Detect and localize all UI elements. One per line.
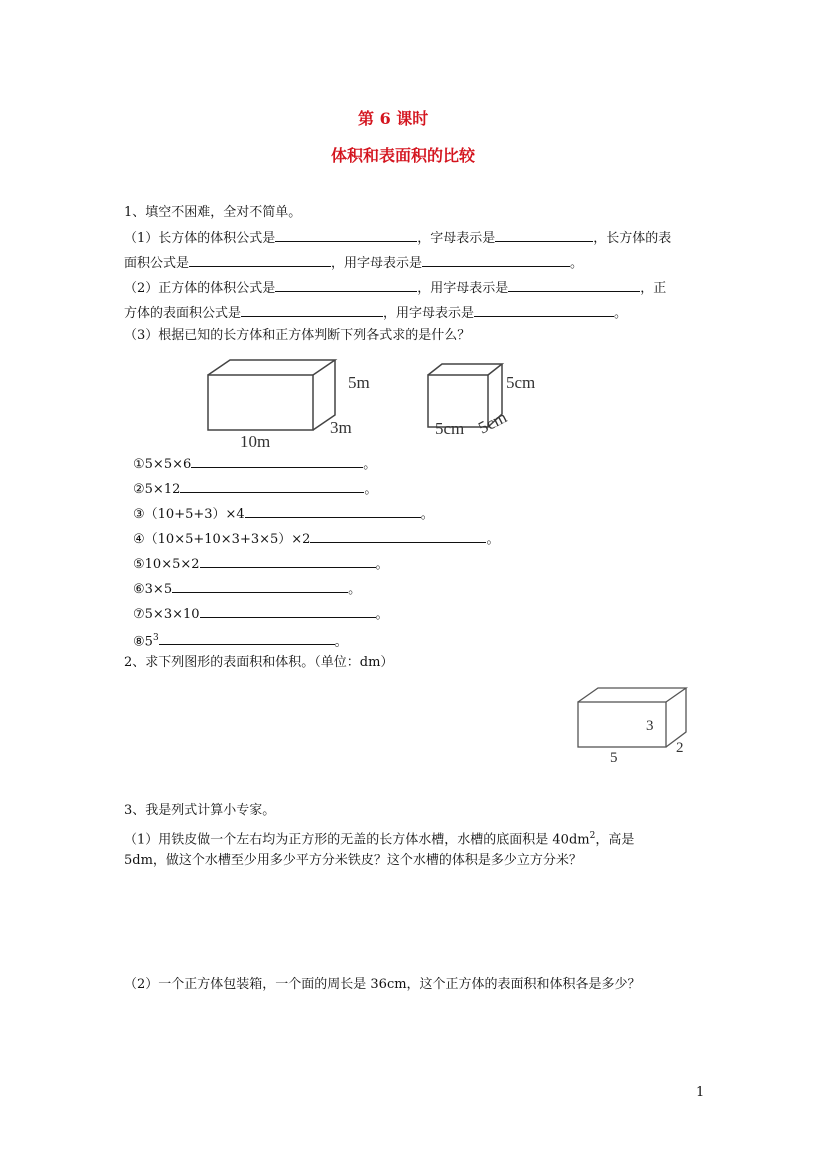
q1-heading: 1、填空不困难，全对不简单。	[124, 205, 302, 220]
q1-p1-d: 面积公式是	[124, 256, 190, 271]
answer-blank[interactable]	[275, 279, 417, 292]
answer-blank[interactable]	[200, 555, 376, 568]
q2-heading: 2、求下列图形的表面积和体积。（单位：dm）	[124, 655, 394, 670]
q1-item-4	[133, 530, 499, 548]
item-end: 。	[420, 507, 434, 522]
item-end: 。	[363, 457, 377, 472]
q1-p1-line2	[124, 254, 583, 272]
item-end: 。	[364, 482, 378, 497]
item-expression: ②5×12	[133, 482, 181, 497]
item-end: 。	[486, 532, 500, 547]
answer-blank[interactable]	[191, 455, 363, 468]
cuboid-figure	[200, 355, 370, 455]
q2-cuboid-figure	[570, 682, 700, 772]
cuboid-height-label: 5m	[348, 373, 370, 392]
q3-p1-text: （1）用铁皮做一个左右均为正方形的无盖的长方体水槽，水槽的底面积是 40dm	[124, 832, 590, 848]
q1-item-1	[133, 455, 376, 473]
item-expression: ①5×5×6	[133, 457, 192, 472]
item-expression: ⑧5	[133, 634, 153, 650]
answer-blank[interactable]	[495, 229, 593, 242]
item-end: 。	[334, 634, 348, 650]
q1-p2-b: ，用字母表示是	[417, 281, 509, 296]
item-expression: ④（10×5+10×3+3×5）×2	[133, 532, 311, 547]
page-title: 体积和表面积的比较	[331, 146, 476, 165]
q1-p1-b: ，字母表示是	[417, 231, 496, 246]
q1-item-5	[133, 555, 389, 573]
item-expression: ⑦5×3×10	[133, 607, 200, 622]
q1-p2-f: 。	[614, 306, 628, 321]
q1-item-8	[133, 630, 348, 650]
item-end: 。	[375, 557, 389, 572]
q1-item-3	[133, 505, 434, 523]
q1-p3: （3）根据已知的长方体和正方体判断下列各式求的是什么？	[124, 328, 471, 343]
q1-p2-d: 方体的表面积公式是	[124, 306, 242, 321]
answer-blank[interactable]	[159, 632, 335, 645]
q1-p2-line2	[124, 304, 627, 322]
cuboid-length-label: 10m	[240, 432, 271, 451]
q3-heading: 3、我是列式计算小专家。	[124, 803, 276, 818]
item-end: 。	[348, 582, 362, 597]
q1-p1-e: ，用字母表示是	[331, 256, 423, 271]
cuboid-width-label: 3m	[330, 418, 352, 437]
item-exponent: 3	[152, 633, 159, 643]
item-end: 。	[375, 607, 389, 622]
answer-blank[interactable]	[241, 304, 383, 317]
q1-p1-a: （1）长方体的体积公式是	[124, 231, 276, 246]
answer-blank[interactable]	[275, 229, 417, 242]
cube-depth-label: 5cm	[475, 407, 510, 438]
answer-blank[interactable]	[180, 480, 364, 493]
q1-p1-f: 。	[570, 256, 584, 271]
answer-blank[interactable]	[422, 254, 570, 267]
cube-front-label: 5cm	[435, 419, 465, 438]
q1-p1-c: ，长方体的表	[593, 231, 672, 246]
q2-length-label: 5	[610, 750, 618, 766]
q1-p2-c: ，正	[640, 281, 667, 296]
cube-height-label: 5cm	[506, 373, 536, 392]
answer-blank[interactable]	[474, 304, 614, 317]
answer-blank[interactable]	[172, 580, 348, 593]
q2-height-label: 3	[646, 718, 654, 734]
q3-p2: （2）一个正方体包装箱，一个面的周长是 36cm，这个正方体的表面积和体积各是多少？	[124, 977, 641, 992]
item-expression: ③（10+5+3）×4	[133, 507, 245, 522]
q1-p2-a: （2）正方体的体积公式是	[124, 281, 276, 296]
answer-blank[interactable]	[508, 279, 640, 292]
q1-item-6	[133, 580, 361, 598]
page-number: 1	[696, 1085, 705, 1100]
q1-item-7	[133, 605, 389, 623]
item-expression: ⑤10×5×2	[133, 557, 200, 572]
q2-width-label: 2	[676, 740, 684, 756]
q1-p2-line1	[124, 279, 666, 297]
q3-p1-line1	[124, 828, 634, 848]
q1-item-2	[133, 480, 377, 498]
cube-figure	[420, 360, 550, 450]
answer-blank[interactable]	[245, 505, 421, 518]
q3-p1-line2: 5dm，做这个水槽至少用多少平方分米铁皮？这个水槽的体积是多少立方分米？	[124, 853, 582, 868]
q1-p1-line1	[124, 229, 671, 247]
answer-blank[interactable]	[200, 605, 376, 618]
answer-blank[interactable]	[310, 530, 486, 543]
q1-p2-e: ，用字母表示是	[383, 306, 475, 321]
item-expression: ⑥3×5	[133, 582, 173, 597]
answer-blank[interactable]	[189, 254, 331, 267]
lesson-label: 第 6 课时	[358, 109, 429, 128]
q3-p1-sup: 2	[589, 831, 596, 841]
q3-p1-text-end: ，高是	[595, 832, 635, 848]
